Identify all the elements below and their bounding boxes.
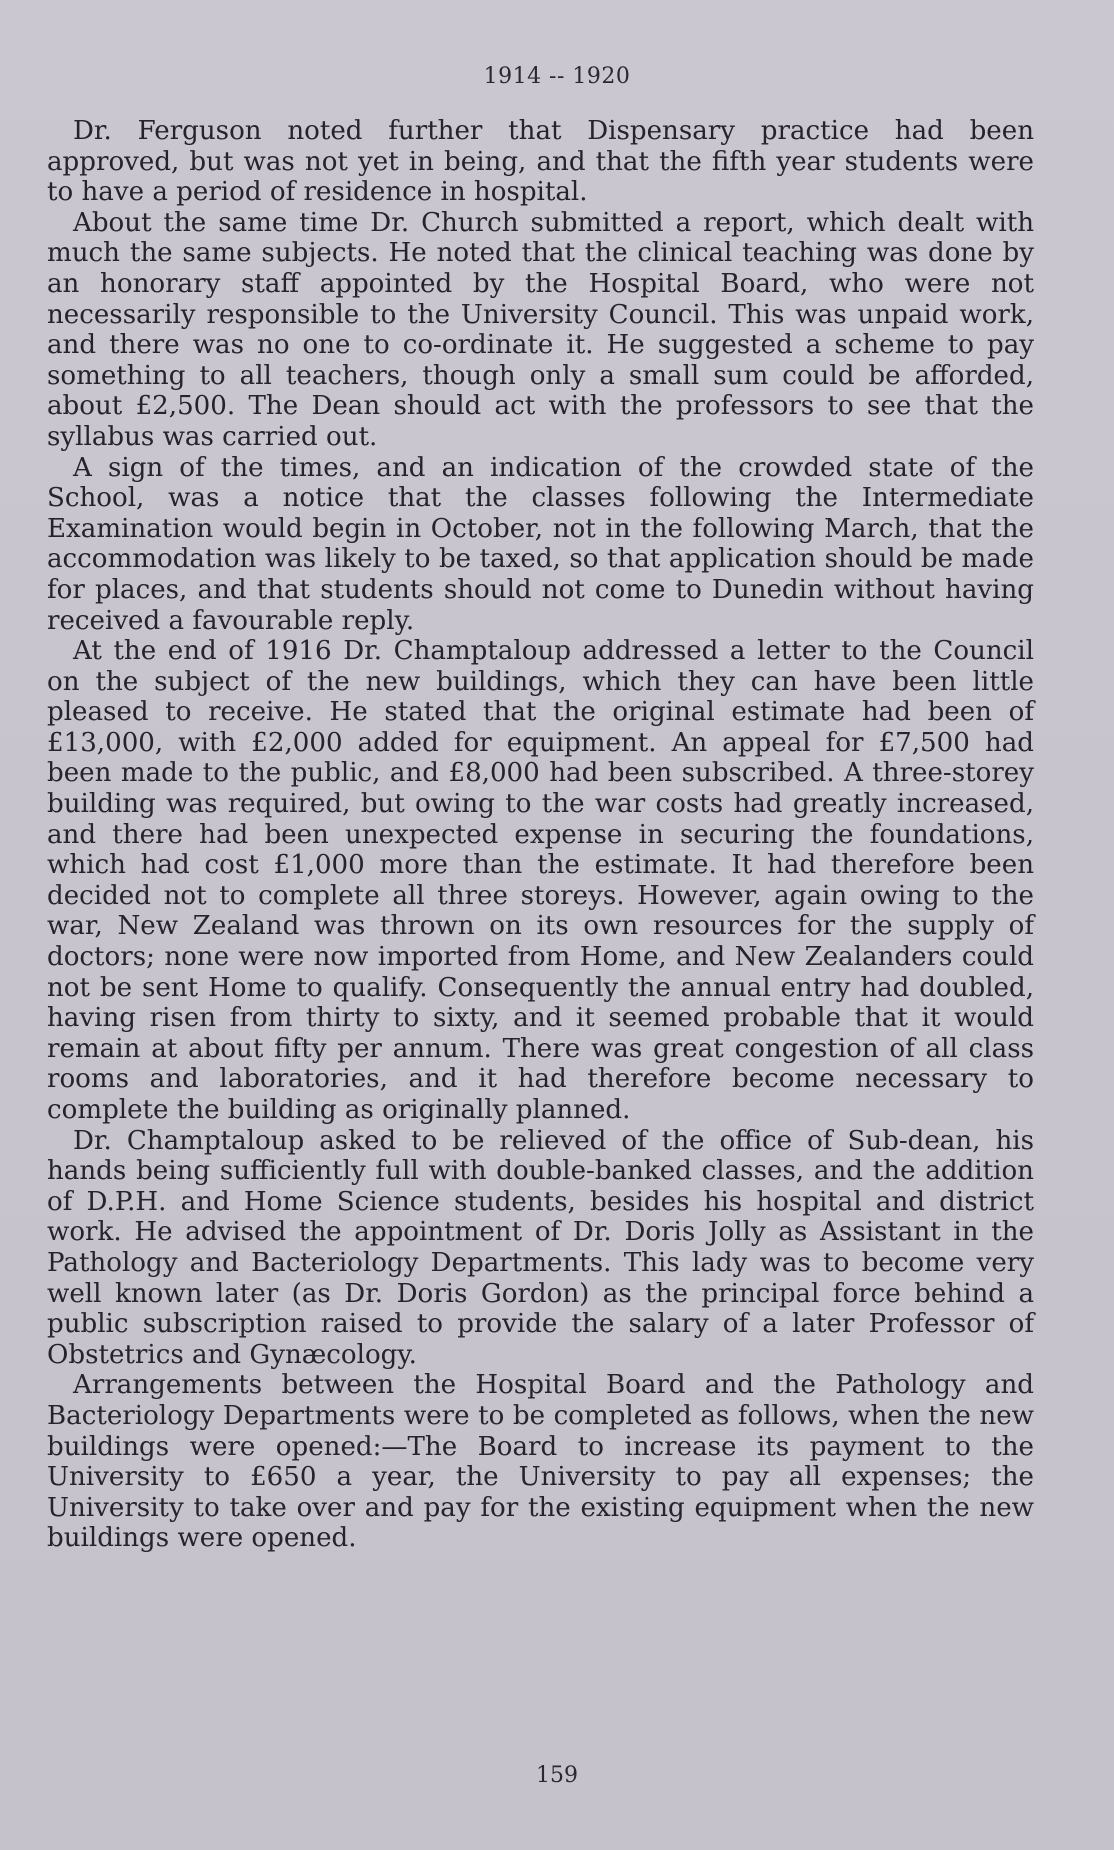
paragraph-crowded-school: A sign of the times, and an indication of the crowded state of the School, was a notice that the classes following the Intermediate Examination would begin in October, not in the following March, that the accommodation was likely to be taxed, so that application should be made for places, and that students should not come to Dunedin without having received a favourable reply. <box>47 452 1034 636</box>
running-head: 1914 -- 1920 <box>483 64 631 89</box>
body-text <box>47 116 1034 1554</box>
page-number: 159 <box>536 1763 578 1788</box>
paragraph-arrangements: Arrangements between the Hospital Board and the Pathology and Bacteriology Departments were to be completed as follows, when the new buildings were opened:—The Board to increase its payment to the University to £650 a year, the University to pay all expenses; the University to take over and pay for the existing equipment when the new buildings were opened. <box>47 1370 1034 1554</box>
paragraph-new-buildings: At the end of 1916 Dr. Champtaloup addressed a letter to the Council on the subject of the new buildings, which they can have been little pleased to receive. He stated that the original estimate had been of £13,000, with £2,000 added for equipment. An appeal for £7,500 had been made to the public, and £8,000 had been subscribed. A three-storey building was required, but owing to the war costs had greatly increased, and there had been unexpected expense in securing the foundations, which had cost £1,000 more than the estimate. It had therefore been decided not to complete all three storeys. However, again owing to the war, New Zealand was thrown on its own resources for the supply of doctors; none were now imported from Home, and New Zealanders could not be sent Home to qualify. Consequently the annual entry had doubled, having risen from thirty to sixty, and it seemed probable that it would remain at about fifty per annum. There was great congestion of all class rooms and laboratories, and it had therefore become necessary to complete the building as originally planned. <box>47 636 1034 1125</box>
paragraph-church-report: About the same time Dr. Church submitted a report, which dealt with much the same subjects. He noted that the clinical teaching was done by an honorary staff appointed by the Hospital Board, who were not necessarily responsible to the University Council. This was unpaid work, and there was no one to co-ordinate it. He suggested a scheme to pay something to all teachers, though only a small sum could be afforded, about £2,500. The Dean should act with the professors to see that the syllabus was carried out. <box>47 207 1034 452</box>
paragraph-sub-dean: Dr. Champtaloup asked to be relieved of the office of Sub-dean, his hands being sufficiently full with double-banked classes, and the addition of D.P.H. and Home Science students, besides his hospital and district work. He advised the appointment of Dr. Doris Jolly as Assistant in the Pathology and Bacteriology Departments. This lady was to become very well known later (as Dr. Doris Gordon) as the principal force behind a public subscription raised to provide the salary of a later Professor of Obstetrics and Gynæcology. <box>47 1125 1034 1370</box>
paragraph-dispensary: Dr. Ferguson noted further that Dispensary practice had been approved, but was not yet in being, and that the fifth year students were to have a period of residence in hospital. <box>47 116 1034 208</box>
